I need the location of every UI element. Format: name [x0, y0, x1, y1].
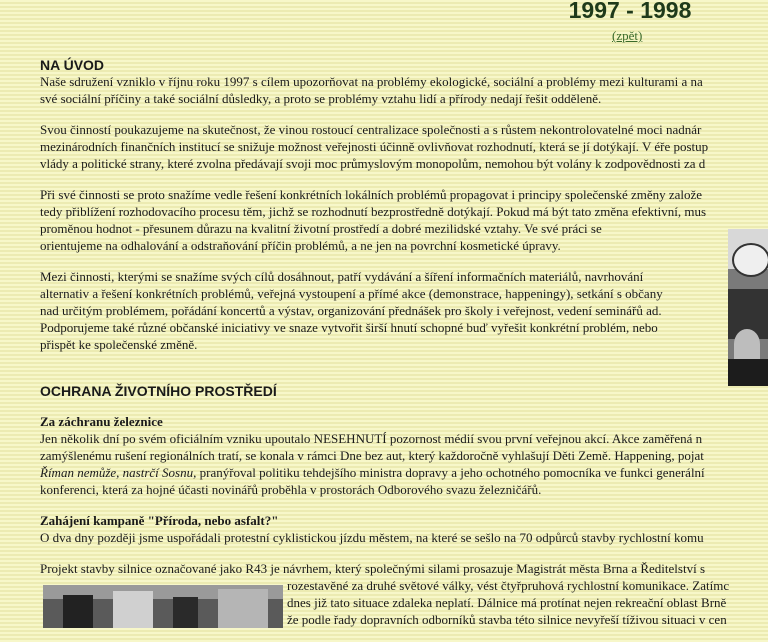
text-line: Podporujeme také různé občanské iniciativy ve snaze vytvořit širší hnutí schopné buď vyřešit konkrétní problém, nebo	[40, 320, 658, 335]
text-line: O dva dny později jsme uspořádali protestní cyklistickou jízdu městem, na které se sešlo na 70 odpůrců stavby rychlostní komu	[40, 530, 704, 545]
photo-region	[732, 243, 768, 277]
text-line: přispět ke společenské změně.	[40, 337, 198, 352]
text-line: Říman nemůže, nastrčí Sosnu, pranýřoval politiku tehdejšího ministra dopravy a jeho ochotného pomocníka ve funkci generální	[40, 465, 705, 480]
back-link[interactable]: (zpět)	[612, 28, 643, 43]
text-line: Mezi činnosti, kterými se snažíme svých cílů dosáhnout, patří vydávání a šíření informačních materiálů, navrhování	[40, 269, 644, 284]
italic-title: Říman nemůže, nastrčí Sosnu,	[40, 465, 197, 480]
intro-paragraph-3	[40, 186, 768, 254]
main-content	[40, 57, 768, 642]
text-line: dnes již tato situace zdaleka neplatí. Dálnice má protínat nejen rekreační oblast Brně	[287, 595, 727, 610]
campaign-heading: Zahájení kampaně "Příroda, nebo asfalt?"	[40, 513, 279, 528]
text-line: Naše sdružení vzniklo v říjnu roku 1997 s cílem upozorňovat na problémy ekologické, sociální a problémy mezi kulturami a na	[40, 74, 703, 89]
text-line: že podle řady dopravních odborníků stavba této silnice nevyřeší tíživou situaci v cen	[287, 612, 727, 627]
text-line: proměnou hodnot - přesunem důrazu na kvalitní životní prostředí a dobré mezilidské vztahy. Ve své práci se	[40, 221, 602, 236]
railway-paragraph	[40, 430, 768, 498]
text-line: alternativ a řešení konkrétních problémů, veřejná vystoupení a přímé akce (demonstrace, happeningy), setkání s občany	[40, 286, 663, 301]
photo-region	[113, 591, 153, 628]
text-line: Svou činností poukazujeme na skutečnost, že vinou rostoucí centralizace společnosti a s růstem nekontrolovatelné moci nadnár	[40, 122, 702, 137]
campaign-paragraph	[40, 529, 768, 546]
text-line: mezinárodních finančních institucí se snižuje možnost veřejnosti účinně ovlivňovat rozhodnutí, která se jí dotýkají. V éře postup	[40, 139, 709, 154]
text-line: Při své činnosti se proto snažíme vedle řešení konkrétních lokálních problémů propagovat i principy společenské změny založe	[40, 187, 703, 202]
text-line: orientujeme na odhalování a odstraňování příčin problémů, a ne jen na povrchní kosmetické úpravy.	[40, 238, 561, 253]
intro-paragraph-2	[40, 121, 768, 172]
text-line: Projekt stavby silnice označované jako R43 je návrhem, který společnými silami prosazuje Magistrát města Brna a Ředitelství s	[40, 561, 705, 576]
text-line: tedy přiblížení rozhodovacího procesu těm, jichž se rozhodnutí bezprostředně dotýkají. Pokud má být tato změna efektivní, mus	[40, 204, 707, 219]
intro-paragraph-1	[40, 73, 768, 107]
text-line: své sociální příčiny a také sociální důsledky, a proto se problémy vztahu lidí a přírody nedají řešit odděleně.	[40, 91, 602, 106]
photo-region	[63, 595, 93, 628]
intro-paragraph-4	[40, 268, 768, 353]
page-title: 1997 - 1998	[568, 0, 692, 23]
railway-heading: Za záchranu železnice	[40, 414, 163, 429]
text-line: zamýšlenému rušení regionálních tratí, se konala v rámci Dne bez aut, který každoročně vyhlašují Děti Země. Happening, pojat	[40, 448, 704, 463]
cyclists-photo	[43, 585, 283, 628]
photo-region	[173, 597, 198, 628]
photo-region	[734, 329, 760, 359]
text-line: nad určitým problémem, pořádání koncertů a výstav, organizování přednášek pro školy i veřejnost, vedení seminářů ad.	[40, 303, 662, 318]
environment-heading: OCHRANA ŽIVOTNÍHO PROSTŘEDÍ	[40, 383, 277, 399]
photo-region	[728, 359, 768, 386]
intro-heading: NA ÚVOD	[40, 57, 105, 73]
photo-region	[218, 589, 268, 628]
text-line: vlády a politické strany, které zvolna předávají svoji moc průmyslovým monopolům, nemohou být volány k zodpovědnosti za d	[40, 156, 706, 171]
text-line: konferenci, která za hojné účasti novinářů proběhla v prostorách Odborového svazu železničářů.	[40, 482, 542, 497]
text-line: Jen několik dní po svém oficiálním vzniku upoutalo NESEHNUTÍ pozornost médií svou první veřejnou akcí. Akce zaměřená n	[40, 431, 703, 446]
text-line: rozestavěné za druhé světové války, vést čtyřpruhová rychlostní komunikace. Zatímc	[287, 578, 730, 593]
protest-photo	[728, 229, 768, 386]
